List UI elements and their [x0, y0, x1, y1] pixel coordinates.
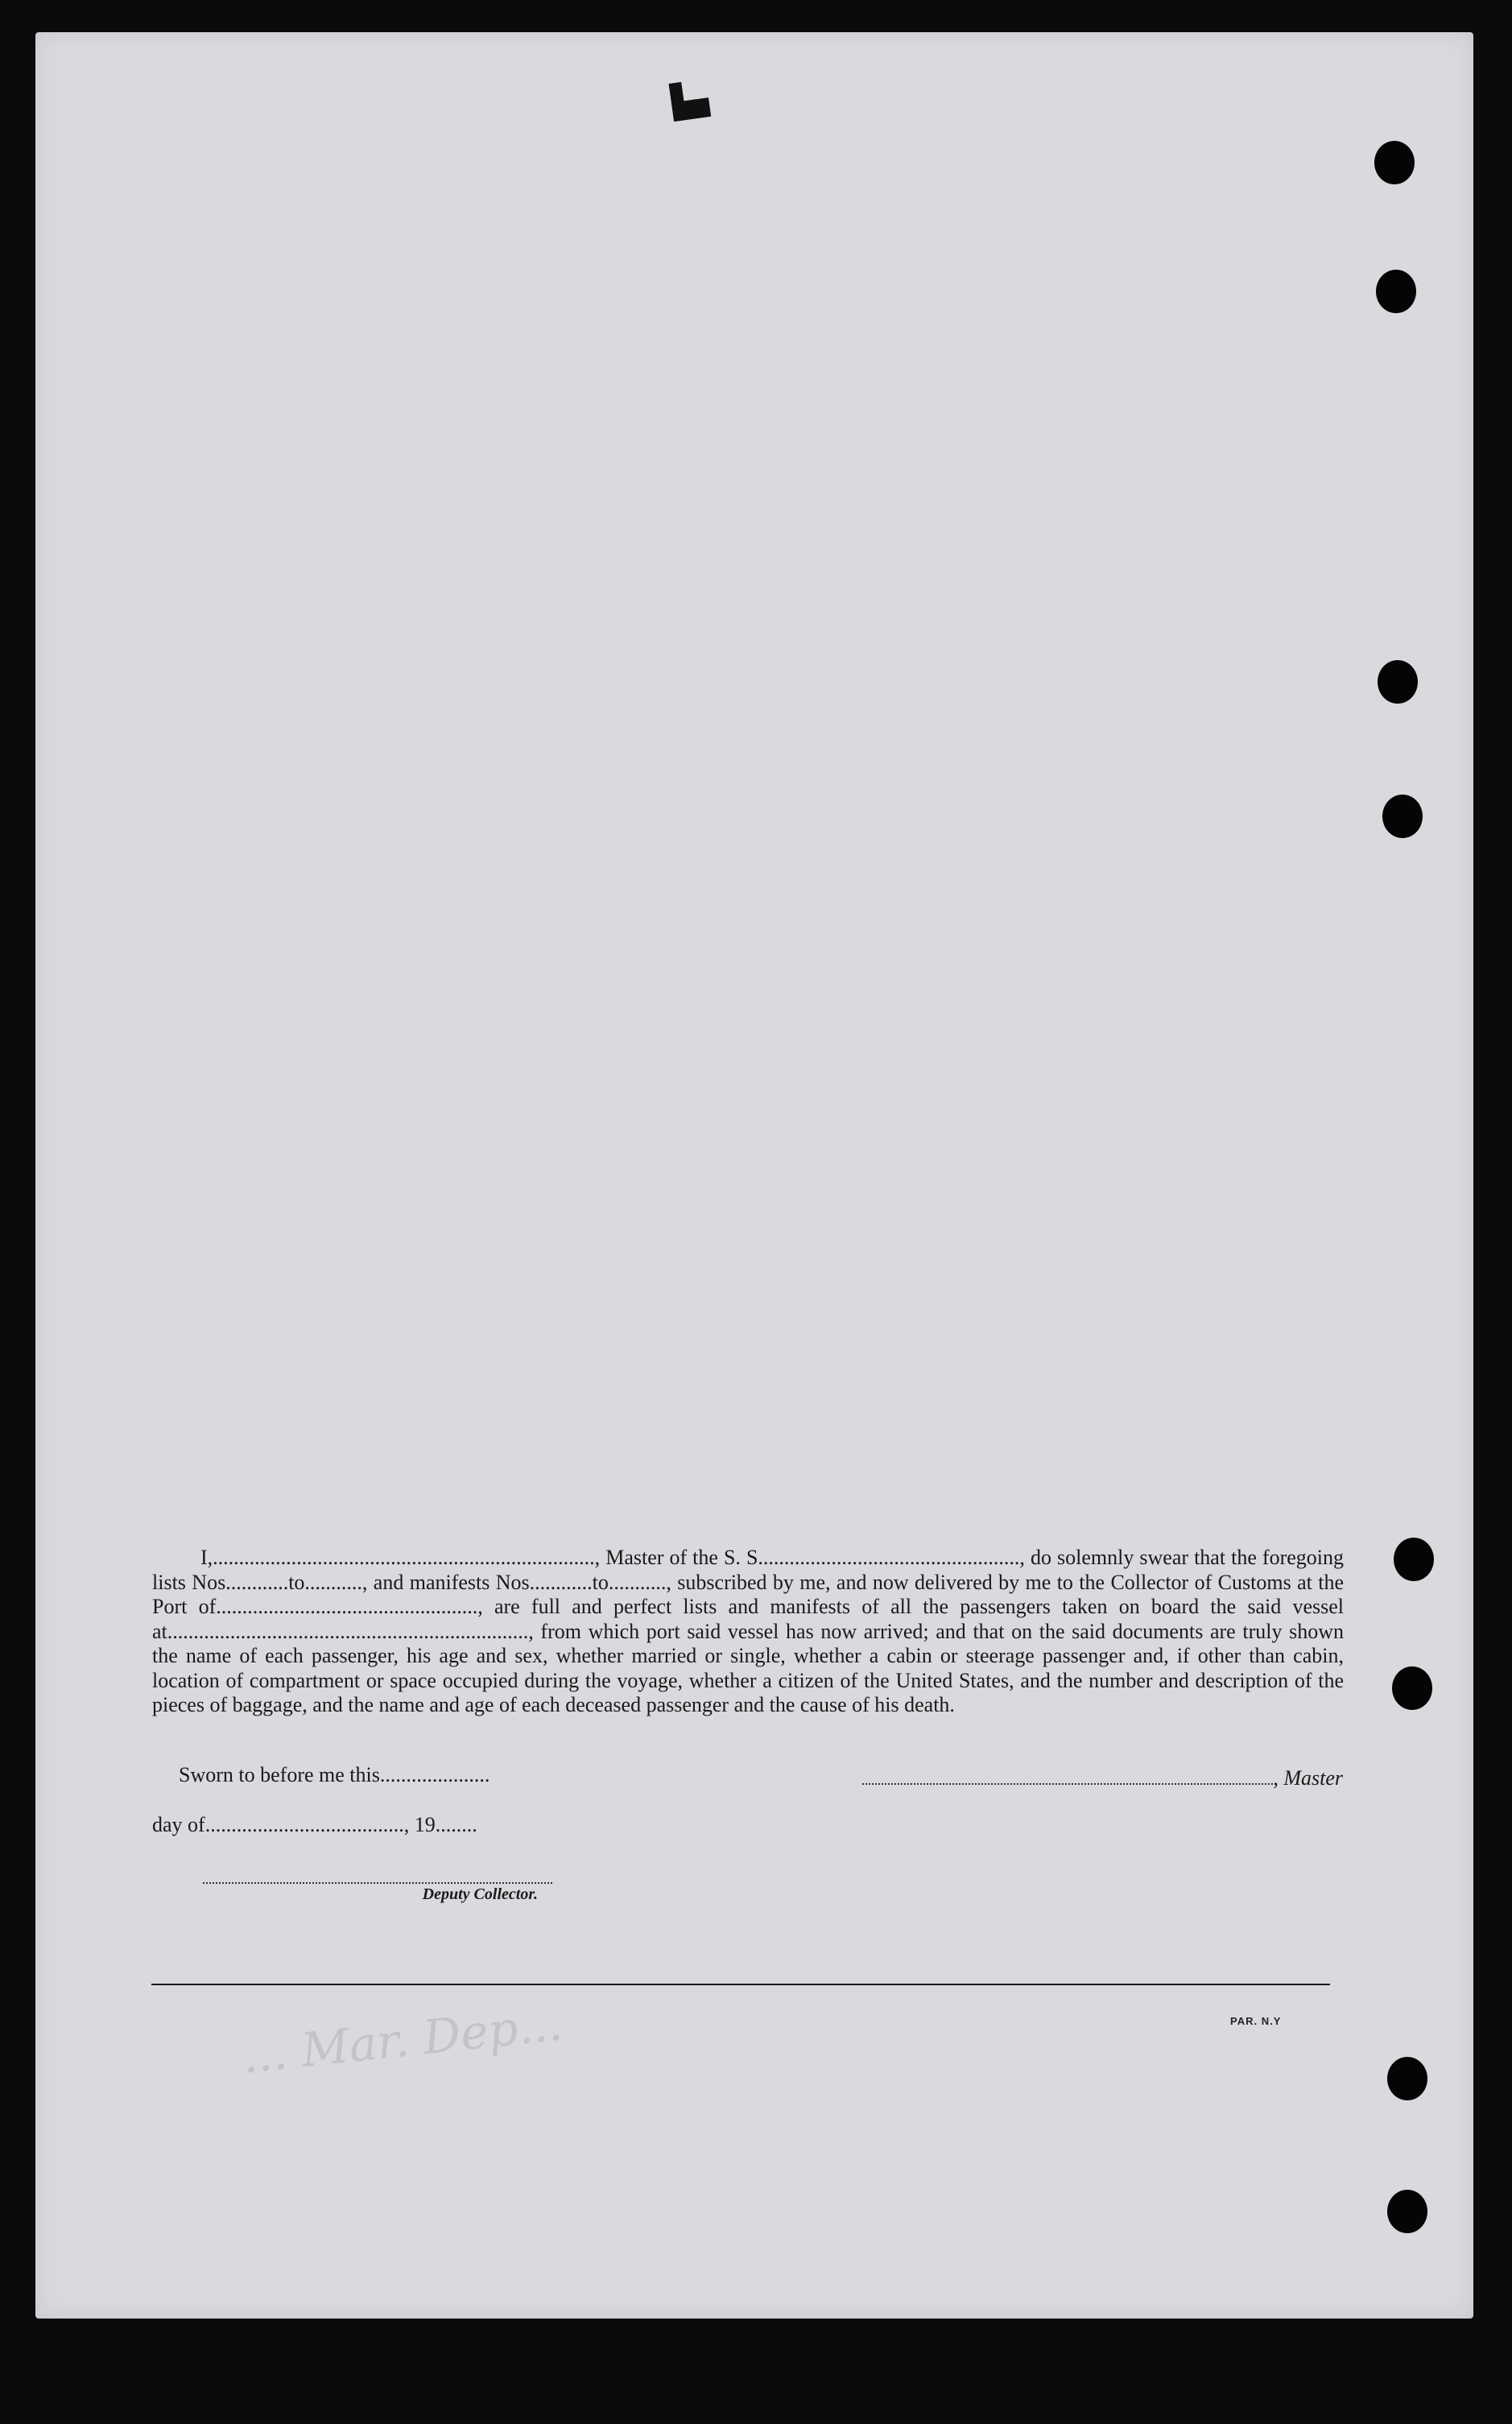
punch-hole: [1382, 795, 1423, 838]
signature-dots: [862, 1769, 1273, 1785]
printer-mark: PAR. N.Y: [1230, 2015, 1282, 2027]
day-line: day of......................................, 19........: [152, 1813, 477, 1836]
master-label: Master: [1283, 1766, 1343, 1790]
punch-hole: [1376, 270, 1416, 313]
pencil-annotation: ... Mar. Dep...: [239, 1996, 565, 2084]
document-page: [35, 32, 1473, 2319]
sworn-line: Sworn to before me this.....................: [179, 1763, 490, 1786]
punch-hole: [1378, 660, 1418, 704]
deputy-signature-line: [203, 1877, 552, 1884]
oath-paragraph: [152, 1546, 1344, 1718]
punch-hole: [1394, 1538, 1434, 1581]
punch-hole: [1387, 2057, 1427, 2100]
deputy-collector-label: Deputy Collector.: [422, 1885, 538, 1903]
punch-hole: [1374, 141, 1415, 184]
horizontal-rule: [151, 1984, 1330, 1985]
ink-mark: ▙▖: [669, 77, 724, 122]
punch-hole: [1392, 1666, 1432, 1710]
oath-text: I,........................................................................., Master of the S. S.................................................., do solemnly swear that the foregoing lists Nos............to..........., and manifests Nos............to..........., subscribed by me, and now delivered by me to the Collector of Customs at the Port of.................................................., are full and perfect lists and manifests of all the passengers taken on board the said vessel at....................................................................., from which port said vessel has now arrived; and that on the said documents are truly shown the name of each passenger, his age and sex, whether married or single, whether a cabin or steerage passenger and, if other than cabin, location of compartment or space occupied during the voyage, whether a citizen of the United States, and the number and description of the pieces of baggage, and the name and age of each deceased passenger and the cause of his death.: [152, 1546, 1344, 1716]
master-signature-line: , Master: [855, 1766, 1343, 1790]
punch-hole: [1387, 2190, 1427, 2233]
